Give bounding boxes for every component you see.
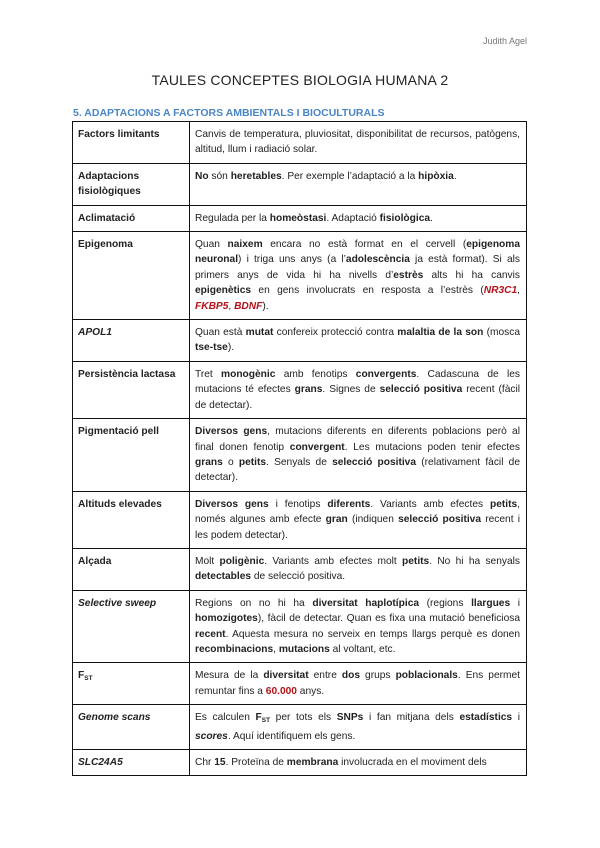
table-row [73, 361, 527, 418]
term-cell [73, 232, 190, 320]
description-text: involucrada en el moviment dels [338, 757, 487, 768]
term-label: APOL1 [78, 327, 112, 339]
description-text: F [255, 712, 262, 724]
description-text: o [222, 456, 239, 468]
term-label: Altituds elevades [78, 498, 162, 510]
description-text: recent (fàcil de detectar). [195, 384, 521, 411]
description-cell [190, 750, 527, 776]
description-text: , [273, 643, 279, 655]
term-label: Aclimatació [78, 212, 136, 224]
description-text: i fan mitjana dels [363, 712, 460, 724]
concepts-table [72, 121, 527, 776]
description-text: detectables [195, 571, 252, 583]
description-text: grans [195, 456, 223, 468]
description-text: alts hi ha canvis [423, 269, 521, 281]
description-cell [190, 663, 527, 705]
description-text: en gens involucrats en resposta a l’estrès ( [251, 285, 484, 297]
description-text: per tots els [270, 712, 337, 724]
description-text: NR3C1 [483, 285, 518, 297]
term-cell [73, 491, 190, 548]
description-cell [190, 361, 527, 418]
description-text: fisiològica [379, 212, 431, 224]
table-row [73, 663, 527, 705]
description-text: són [208, 170, 231, 182]
description-text: diferents [327, 498, 371, 510]
description-text: hipòxia [418, 170, 454, 182]
description-text: . Signes de [322, 384, 380, 396]
term-cell [73, 163, 190, 205]
description-text: confereix protecció contra [273, 327, 398, 339]
description-text: heretables [230, 170, 282, 182]
description-text: ). [227, 342, 235, 354]
description-text: malaltia de la son [397, 327, 484, 339]
description-text: selecció positiva [379, 384, 463, 396]
table-row [73, 491, 527, 548]
description-text: recent i les podem detectar). [195, 514, 521, 541]
term-subscript: ST [84, 675, 93, 683]
description-text: . Aquesta mesura no serveix en temps llargs perquè es donen [225, 628, 520, 640]
description-text: . Ens permet remuntar fins a [195, 670, 520, 697]
term-cell [73, 705, 190, 750]
table-row [73, 750, 527, 776]
description-text: tse-tse [195, 342, 228, 354]
description-text: selecció positiva [398, 514, 482, 526]
description-text: gran [325, 514, 348, 526]
description-text: grups [360, 670, 396, 682]
description-text: selecció positiva [332, 456, 417, 468]
description-cell [190, 491, 527, 548]
term-label: SLC24A5 [78, 757, 123, 768]
description-text: ), fàcil de detectar. Quan es fixa una mutació beneficiosa [257, 613, 520, 625]
description-text: Regions on no hi ha [195, 597, 313, 609]
description-text: de selecció positiva. [251, 571, 346, 583]
description-text: encara no està format en el cervell ( [262, 239, 467, 251]
description-text: . [453, 170, 457, 182]
description-text: recombinacions [195, 643, 274, 655]
table-row [73, 163, 527, 205]
table-row [73, 419, 527, 492]
description-text: poblacionals [395, 670, 458, 682]
table-row [73, 122, 527, 164]
description-text: i [512, 712, 520, 724]
description-text: Quan [195, 239, 228, 251]
description-text: naixem [227, 239, 263, 251]
term-label: Alçada [78, 555, 112, 567]
description-text: 60.000 [265, 685, 297, 697]
description-cell [190, 548, 527, 590]
description-text: Tret [195, 368, 222, 380]
description-text: convergent [289, 441, 345, 453]
description-text: anys. [296, 685, 325, 697]
description-text: i [510, 597, 521, 609]
description-cell [190, 320, 527, 362]
description-text: ) i triga uns anys (a l’ [238, 254, 346, 266]
term-cell [73, 590, 190, 663]
table-row [73, 548, 527, 590]
description-text: . Cadascuna de les mutacions té efectes [195, 368, 520, 396]
description-text: Regulada per la [195, 212, 270, 224]
description-text: al voltant, etc. [329, 643, 396, 655]
description-text: , només algunes amb efecte [195, 498, 521, 526]
concepts-table-body [73, 122, 527, 776]
description-text: petits [490, 498, 518, 510]
description-text: Canvis de temperatura, pluviositat, disponibilitat de recursos, patògens, altitud, llum i radiació solar. [195, 129, 520, 156]
term-cell [73, 750, 190, 776]
description-text: Es calculen [195, 712, 256, 724]
description-text: 15 [214, 757, 226, 768]
description-text: amb fenotips [275, 368, 356, 380]
term-cell [73, 361, 190, 418]
description-text: , mutacions diferents en diferents poblacions però al final donen fenotip [195, 426, 520, 453]
description-text: petits [402, 555, 430, 567]
term-cell [73, 548, 190, 590]
description-text: grans [294, 384, 323, 396]
description-text: llargues [471, 597, 511, 609]
description-cell [190, 419, 527, 492]
term-cell [73, 663, 190, 705]
description-text: . Adaptació [326, 212, 380, 224]
description-text: (indiquen [347, 514, 399, 526]
description-text: diversitat haplotípica [312, 597, 420, 609]
description-cell [190, 163, 527, 205]
description-text: . Proteïna de [225, 757, 287, 768]
description-text: estadístics [459, 712, 513, 724]
term-label: Persistència lactasa [78, 368, 176, 380]
description-text: Molt [195, 555, 220, 567]
table-row [73, 205, 527, 231]
description-text: mutat [245, 327, 274, 339]
description-text: ). [262, 300, 269, 312]
term-cell [73, 205, 190, 231]
description-text: Diversos gens [195, 426, 268, 438]
description-text: homeòstasi [269, 212, 327, 224]
description-text: . Per exemple l’adaptació a la [281, 170, 419, 182]
description-text: convergents [355, 368, 417, 380]
description-text: (regions [419, 597, 472, 609]
description-text: epigenètics [195, 285, 252, 297]
description-text: , [517, 285, 520, 297]
description-cell [190, 205, 527, 231]
term-cell [73, 419, 190, 492]
table-row [73, 590, 527, 663]
description-text: . No hi ha senyals [429, 555, 520, 567]
description-text: . Les mutacions poden tenir efectes [344, 441, 520, 453]
description-text: poligènic [219, 555, 265, 567]
description-text: BDNF [234, 300, 263, 312]
term-label: Epigenoma [78, 239, 133, 251]
description-text: (mosca [483, 327, 520, 339]
description-text: estrès [393, 269, 424, 281]
description-text: , [228, 300, 235, 312]
page-title: TAULES CONCEPTES BIOLOGIA HUMANA 2 [151, 72, 449, 88]
description-text: FKBP5 [195, 300, 229, 312]
author-name: Judith Agel [482, 36, 527, 46]
table-row [73, 705, 527, 750]
table-row [73, 232, 527, 320]
description-text: scores [195, 730, 228, 742]
description-text: adolescència [345, 254, 410, 266]
description-text: homozigotes [195, 613, 258, 625]
term-label: Genome scans [78, 712, 151, 724]
description-text: No [195, 170, 209, 182]
term-label: Adaptacions fisiològiques [78, 170, 141, 198]
description-text: Quan està [195, 327, 246, 339]
description-text: diversitat [263, 670, 309, 682]
term-cell [73, 122, 190, 164]
section-heading: 5. ADAPTACIONS A FACTORS AMBIENTALS I BIOCULTURALS [73, 107, 385, 119]
description-text: recent [195, 628, 226, 640]
description-text: Mesura de la [195, 670, 264, 682]
term-label: Pigmentació pell [78, 426, 159, 438]
description-text: SNPs [336, 712, 364, 724]
description-cell [190, 705, 527, 750]
description-text: petits [238, 456, 267, 468]
description-text: . Variants amb efectes [370, 498, 490, 510]
description-cell [190, 232, 527, 320]
description-text: dos [341, 670, 361, 682]
term-label: Factors limitants [78, 129, 160, 140]
description-text: mutacions [278, 643, 330, 655]
table-row [73, 320, 527, 362]
description-text: . Senyals de [266, 456, 333, 468]
description-cell [190, 590, 527, 663]
description-text: monogènic [221, 368, 276, 380]
description-text: membrana [286, 757, 339, 768]
term-cell [73, 320, 190, 362]
description-text: epigenoma neuronal [195, 239, 520, 266]
description-text: . [430, 212, 433, 224]
term-label: Selective sweep [78, 597, 157, 609]
description-text: entre [308, 670, 342, 682]
term-label: F [78, 670, 85, 682]
description-cell [190, 122, 527, 164]
description-text: (relativament fàcil de detectar). [195, 456, 521, 484]
description-text: . Aquí identifiquem els gens. [227, 730, 356, 742]
description-text: i fenotips [268, 498, 328, 510]
description-text: ja està format). Si als primers anys de vida hi ha nivells d’ [195, 254, 520, 281]
description-text: Diversos gens [195, 498, 269, 510]
description-text: . Variants amb efectes molt [264, 555, 403, 567]
description-text: Chr [195, 757, 215, 768]
description-text: ST [261, 717, 271, 725]
